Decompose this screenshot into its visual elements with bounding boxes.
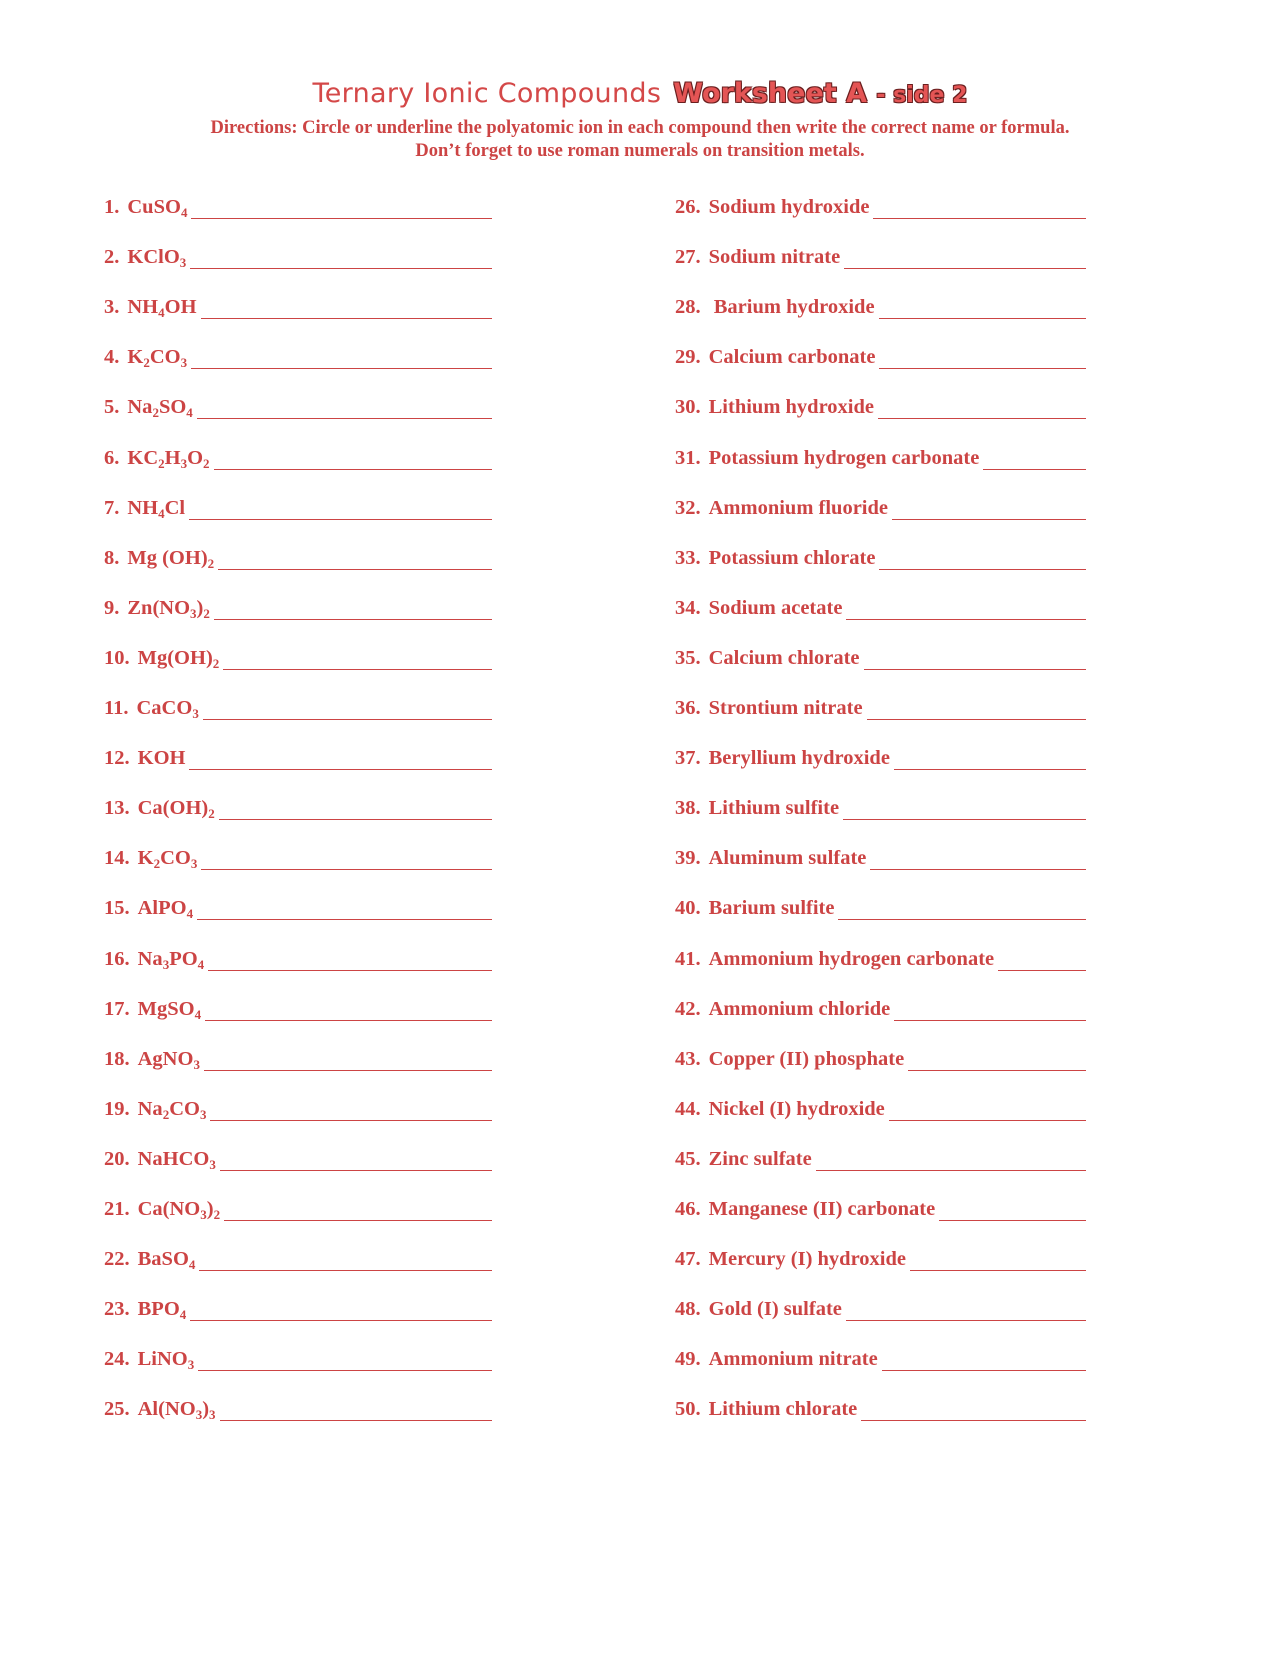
answer-blank-line[interactable] [889,1100,1086,1121]
answer-blank-line[interactable] [879,298,1086,319]
question-item [675,339,1086,369]
title-worksheet-label [673,78,967,109]
question-item [104,1291,492,1321]
question-number: 24. [104,1348,130,1371]
formula-text: AlPO [137,897,187,920]
compound-formula [138,797,215,820]
question-number: 9. [104,596,120,619]
question-item [104,440,492,470]
question-item [675,1041,1086,1071]
formula-text: PO [169,947,198,970]
title-side: - side 2 [876,83,968,108]
question-item [104,1191,492,1221]
compound-name: Potassium chlorate [708,546,876,569]
question-number: 19. [104,1097,130,1120]
answer-blank-line[interactable] [844,248,1086,269]
question-item [104,189,492,219]
formula-text: NH [127,496,159,519]
formula-text: O [187,446,204,469]
question-number: 12. [104,747,130,770]
compound-formula [127,296,196,319]
question-item [104,740,492,770]
question-number: 46. [675,1198,701,1220]
question-item [675,189,1086,219]
compound-name: Gold (I) sulfate [708,1298,842,1321]
answer-blank-line[interactable] [873,198,1086,219]
formula-subscript: 4 [158,505,165,521]
question-number: 50. [675,1398,701,1421]
compound-name: Manganese (II) carbonate [708,1198,936,1220]
compound-name: Beryllium hydroxide [708,747,890,770]
question-number: 43. [675,1047,701,1070]
question-number: 44. [675,1097,701,1120]
formula-text: ) [196,596,204,619]
formula-text: CO [169,1097,200,1120]
question-item [104,640,492,670]
question-item [675,440,1086,470]
compound-name: Barium sulfite [708,897,835,920]
formula-subscript: 4 [158,305,165,321]
question-number: 33. [675,546,701,569]
directions-line-2: Don’t forget to use roman numerals on transition metals. [415,141,865,161]
formula-subscript: 4 [194,1006,202,1022]
formula-subscript: 4 [180,205,188,220]
question-number: 18. [104,1047,130,1070]
answer-blank-line[interactable] [882,1350,1086,1371]
question-item [104,490,492,520]
formula-text: ) [202,1398,210,1421]
answer-blank-line[interactable] [939,1200,1086,1221]
formula-subscript: 3 [200,1207,207,1222]
question-number: 2. [104,246,120,269]
answer-blank-line[interactable] [218,549,492,570]
compound-formula [127,497,185,520]
question-item [675,890,1086,920]
question-item [104,540,492,570]
question-number: 1. [104,196,120,218]
formula-text: CuSO [127,196,181,218]
question-number: 37. [675,747,701,770]
formula-subscript: 2 [203,605,210,621]
question-number: 20. [104,1147,130,1170]
question-number: 10. [104,646,130,669]
formula-text: Mg (OH) [127,546,208,569]
question-item [675,239,1086,269]
compound-name: Strontium nitrate [708,697,863,719]
answer-blank-line[interactable] [894,749,1086,770]
formula-subscript: 2 [203,455,210,471]
formula-subscript: 2 [207,555,215,571]
answer-blank-line[interactable] [998,950,1086,971]
compound-name: Aluminum sulfate [708,847,867,870]
compound-name: Calcium carbonate [708,346,876,369]
compound-formula [138,897,193,920]
answer-blank-line[interactable] [190,1300,492,1321]
compound-name: Zinc sulfate [708,1147,812,1170]
compound-formula [138,747,186,770]
formula-subscript: 2 [152,405,159,421]
question-item [104,1141,492,1171]
answer-blank-line[interactable] [870,849,1086,870]
compound-name: Potassium hydrogen carbonate [708,446,980,469]
compound-formula [138,1348,195,1371]
answer-blank-line[interactable] [983,449,1086,470]
question-item [104,289,492,319]
answer-blank-line[interactable] [199,1250,492,1271]
formula-text: LiNO [137,1348,188,1371]
compound-formula [127,246,186,269]
question-item [104,590,492,620]
formula-text: Na [127,396,153,419]
question-item [675,289,1086,319]
question-number: 8. [104,546,120,569]
question-number: 26. [675,196,701,218]
question-item [104,1341,492,1371]
question-item [675,590,1086,620]
compound-name: Sodium acetate [708,596,843,619]
answer-blank-line[interactable] [220,1400,492,1421]
question-item [675,1091,1086,1121]
formula-text: H [164,446,181,469]
formula-text: Al(NO [137,1398,196,1421]
question-number: 48. [675,1298,701,1321]
answer-blank-line[interactable] [864,649,1087,670]
question-number: 29. [675,346,701,369]
formula-subscript: 2 [158,455,165,471]
question-number: 39. [675,847,701,870]
question-item [675,1391,1086,1421]
answer-blank-line[interactable] [879,549,1086,570]
compound-name: Lithium hydroxide [708,396,874,419]
compound-name: Lithium chlorate [708,1398,858,1421]
compound-formula [138,1248,196,1271]
question-item [104,1041,492,1071]
answer-blank-line[interactable] [210,1100,492,1121]
answer-blank-line[interactable] [878,398,1086,419]
formula-subscript: 2 [153,856,161,872]
answer-blank-line[interactable] [861,1400,1086,1421]
compound-formula [138,1048,200,1071]
formula-text: BaSO [137,1248,189,1271]
compound-formula [127,396,192,419]
formula-subscript: 2 [143,355,150,371]
question-item [675,389,1086,419]
answer-blank-line[interactable] [843,799,1086,820]
compound-formula [138,948,205,971]
formula-text: K [137,847,154,870]
answer-blank-line[interactable] [867,699,1086,720]
question-number: 38. [675,797,701,820]
question-number: 40. [675,897,701,920]
answer-blank-line[interactable] [892,499,1086,520]
answer-blank-line[interactable] [838,899,1086,920]
compound-name: Ammonium nitrate [708,1348,878,1371]
question-item [104,840,492,870]
compound-formula [138,647,220,670]
compound-formula [138,1098,207,1121]
answer-blank-line[interactable] [201,298,492,319]
question-number: 22. [104,1248,130,1271]
compound-name: Sodium hydroxide [708,196,870,218]
formula-text: KOH [137,747,186,770]
formula-subscript: 4 [179,1307,187,1323]
formula-text: NH [127,296,159,319]
question-item [104,1091,492,1121]
question-item [104,389,492,419]
question-number: 27. [675,246,701,269]
answer-blank-line[interactable] [214,449,492,470]
formula-text: Mg(OH) [137,646,213,669]
question-item [675,1341,1086,1371]
compound-name: Sodium nitrate [708,246,841,269]
formula-text: AgNO [137,1047,194,1070]
answer-blank-line[interactable] [220,1150,492,1171]
question-item [104,690,492,720]
answer-blank-line[interactable] [910,1250,1086,1271]
answer-blank-line[interactable] [208,950,492,971]
compound-formula [127,447,209,470]
question-number: 17. [104,997,130,1020]
formula-subscript: 3 [180,455,188,471]
compound-formula [127,346,187,369]
formula-subscript: 2 [162,1106,170,1122]
compound-name: Ammonium chloride [708,997,891,1020]
formula-text: Ca(OH) [137,797,209,820]
question-item [675,840,1086,870]
compound-name: Ammonium fluoride [708,496,888,519]
formula-subscript: 3 [209,1156,216,1172]
question-item [104,991,492,1021]
worksheet-title [0,78,1280,109]
compound-name: Barium hydroxide [708,296,875,319]
answer-blank-line[interactable] [846,599,1086,620]
formula-subscript: 3 [195,1407,203,1423]
formula-text: NaHCO [137,1147,210,1170]
answer-blank-line[interactable] [197,398,492,419]
question-number: 21. [104,1198,130,1220]
formula-text: Zn(NO [127,596,191,619]
answer-blank-line[interactable] [190,248,492,269]
question-item [675,1291,1086,1321]
question-item [104,239,492,269]
question-number: 7. [104,496,120,519]
formula-subscript: 3 [179,255,187,271]
answer-blank-line[interactable] [879,348,1086,369]
formula-text: K [127,346,144,369]
compound-name: Copper (II) phosphate [708,1047,905,1070]
formula-text: SO [158,396,187,419]
question-number: 45. [675,1147,701,1170]
formula-text: OH [164,296,197,319]
question-item [104,1391,492,1421]
compound-formula [138,847,198,870]
formula-text: ) [206,1198,214,1220]
compound-name: Lithium sulfite [708,797,840,820]
formula-subscript: 3 [192,706,199,721]
answer-blank-line[interactable] [205,1000,492,1021]
question-item [675,640,1086,670]
formula-subscript: 3 [187,1357,195,1373]
question-item [675,941,1086,971]
formula-text: CO [149,346,181,369]
question-number: 36. [675,697,701,719]
question-number: 42. [675,997,701,1020]
answer-blank-line[interactable] [203,699,492,720]
answer-blank-line[interactable] [198,1350,492,1371]
formula-subscript: 4 [186,906,194,922]
question-number: 32. [675,496,701,519]
question-number: 25. [104,1398,130,1421]
formula-text: Cl [164,496,186,519]
question-item [675,1191,1086,1221]
formula-subscript: 4 [197,956,205,972]
question-number: 15. [104,897,130,920]
formula-subscript: 3 [180,355,188,371]
formula-subscript: 4 [188,1257,196,1273]
question-number: 49. [675,1348,701,1371]
formula-subscript: 3 [199,1106,207,1122]
answer-blank-line[interactable] [191,198,492,219]
answer-blank-line[interactable] [894,1000,1086,1021]
question-item [104,890,492,920]
formula-text: Ca(NO [137,1198,201,1220]
question-number: 4. [104,346,120,369]
formula-text: CaCO [136,697,193,719]
question-number: 16. [104,947,130,970]
formula-subscript: 4 [186,405,193,421]
question-item [675,540,1086,570]
title-main: Ternary Ionic Compounds [312,78,662,109]
question-item [104,339,492,369]
compound-formula [138,1198,220,1221]
answer-blank-line[interactable] [816,1150,1086,1171]
directions-line-1: Directions: Circle or underline the polyatomic ion in each compound then write the correct name or formula. [210,118,1070,138]
compound-formula [127,597,209,620]
answer-blank-line[interactable] [224,1200,492,1221]
answer-blank-line[interactable] [197,899,492,920]
compound-formula [138,998,201,1021]
question-number: 23. [104,1298,130,1321]
answer-blank-line[interactable] [219,799,492,820]
answer-blank-line[interactable] [191,348,492,369]
compound-name: Calcium chlorate [708,646,860,669]
compound-name: Nickel (I) hydroxide [708,1097,885,1120]
compound-formula [137,697,199,720]
question-number: 35. [675,646,701,669]
formula-subscript: 3 [193,1056,200,1072]
question-number: 11. [104,697,129,719]
question-item [675,490,1086,520]
question-number: 13. [104,797,130,820]
compound-formula [127,196,187,219]
formula-subscript: 3 [162,956,170,972]
formula-text: CO [160,847,191,870]
compound-formula [127,547,214,570]
question-item [675,1241,1086,1271]
formula-subscript: 2 [208,806,215,822]
question-number: 14. [104,847,130,870]
formula-text: MgSO [137,997,195,1020]
question-item [675,1141,1086,1171]
compound-formula [138,1398,216,1421]
answer-blank-line[interactable] [201,849,492,870]
question-number: 3. [104,296,120,319]
compound-name: Ammonium hydrogen carbonate [708,947,995,970]
formula-subscript: 2 [212,655,220,671]
compound-name: Mercury (I) hydroxide [708,1248,907,1271]
formula-subscript: 3 [209,1407,216,1423]
question-number: 28. [675,296,701,319]
answer-blank-line[interactable] [189,499,492,520]
question-item [675,790,1086,820]
answer-blank-line[interactable] [846,1300,1086,1321]
question-number: 5. [104,396,120,419]
question-number: 41. [675,947,701,970]
question-number: 47. [675,1248,701,1271]
answer-blank-line[interactable] [214,599,492,620]
formula-text: Na [137,947,163,970]
question-item [104,790,492,820]
formula-subscript: 3 [190,856,198,872]
question-number: 31. [675,446,701,469]
question-number: 30. [675,396,701,419]
formula-text: KC [127,446,159,469]
answer-blank-line[interactable] [223,649,492,670]
compound-formula [138,1148,216,1171]
answer-blank-line[interactable] [189,749,492,770]
question-item [104,1241,492,1271]
answer-blank-line[interactable] [908,1050,1086,1071]
formula-text: Na [137,1097,163,1120]
question-item [675,991,1086,1021]
formula-subscript: 3 [190,605,197,621]
answer-blank-line[interactable] [204,1050,492,1071]
formula-text: KClO [127,246,180,269]
formula-text: BPO [137,1298,180,1321]
formula-subscript: 2 [213,1207,221,1222]
question-item [675,740,1086,770]
question-number: 6. [104,446,120,469]
question-item [675,690,1086,720]
title-worksheet-a: Worksheet A [673,78,867,109]
compound-formula [138,1298,187,1321]
question-item [104,941,492,971]
question-number: 34. [675,596,701,619]
